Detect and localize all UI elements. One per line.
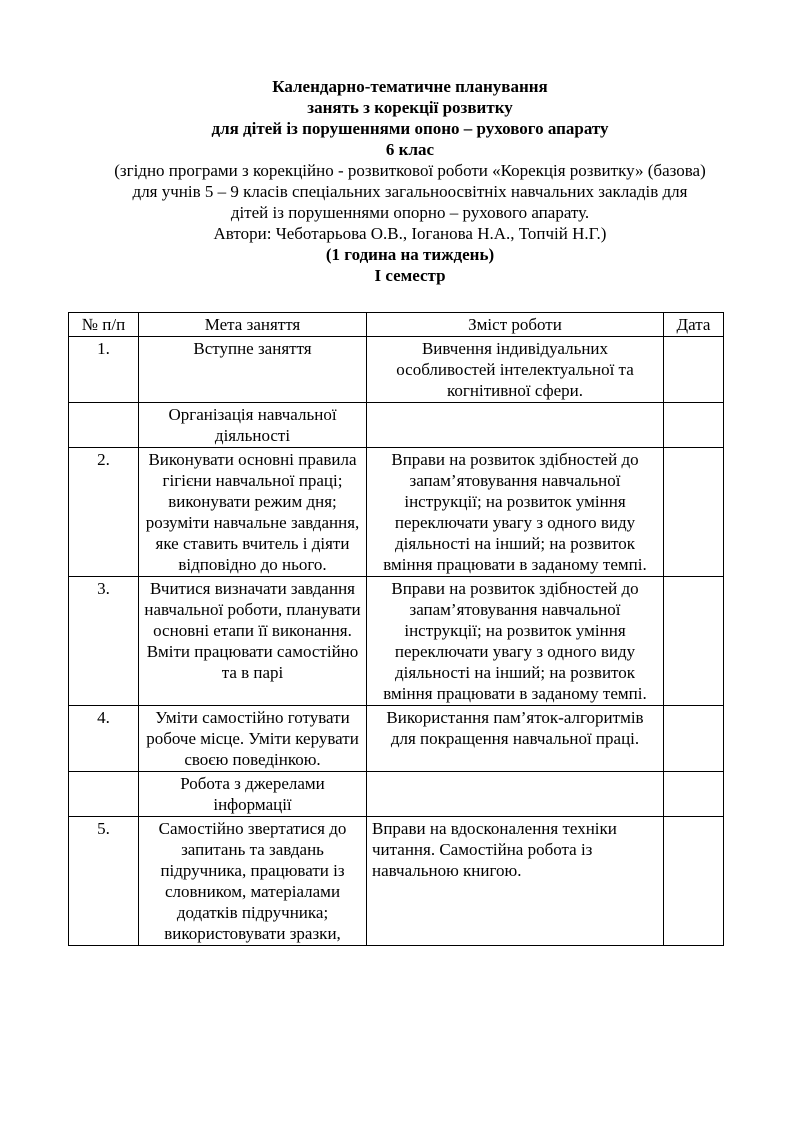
cell-date [664, 772, 724, 817]
section-title: Організація навчальної діяльності [139, 403, 367, 448]
cell-num: 1. [69, 337, 139, 403]
cell-num: 5. [69, 817, 139, 946]
table-row [69, 577, 724, 706]
col-header-goal: Мета заняття [139, 313, 367, 337]
cell-num: 4. [69, 706, 139, 772]
cell-date [664, 337, 724, 403]
doc-program-note-3: дітей із порушеннями опорно – рухового апарату. [230, 203, 590, 222]
doc-target-group: для дітей із порушеннями опоно – рухового апарату [211, 119, 609, 138]
doc-title: Календарно-тематичне планування [272, 77, 548, 96]
doc-semester: І семестр [374, 266, 446, 285]
cell-date [664, 706, 724, 772]
table-row [69, 337, 724, 403]
document-header [60, 76, 760, 286]
col-header-num: № п/п [69, 313, 139, 337]
doc-authors: Автори: Чеботарьова О.В., Іоганова Н.А., Топчій Н.Г.) [213, 224, 607, 243]
plan-table [68, 312, 724, 946]
doc-grade: 6 клас [385, 140, 435, 159]
cell-num [69, 403, 139, 448]
cell-date [664, 817, 724, 946]
table-row [69, 448, 724, 577]
doc-hours: (1 година на тиждень) [325, 245, 495, 264]
cell-num: 2. [69, 448, 139, 577]
cell-content: Вправи на вдосконалення техніки читання. Самостійна робота із навчальною книгою. [367, 817, 664, 946]
section-title: Робота з джерелами інформації [139, 772, 367, 817]
section-row [69, 772, 724, 817]
col-header-content: Зміст роботи [367, 313, 664, 337]
cell-date [664, 448, 724, 577]
cell-goal: Виконувати основні правила гігієни навчальної праці; виконувати режим дня; розуміти навчальне завдання, яке ставить вчитель і діяти відповідно до нього. [139, 448, 367, 577]
doc-program-note: (згідно програми з корекційно - розвиткової роботи «Корекція розвитку» (базова) [114, 161, 706, 180]
cell-num [69, 772, 139, 817]
col-header-date: Дата [664, 313, 724, 337]
cell-goal: Самостійно звертатися до запитань та завдань підручника, працювати із словником, матеріалами додатків підручника; використовувати зразки, [139, 817, 367, 946]
doc-subtitle: занять з корекції розвитку [307, 98, 513, 117]
cell-date [664, 577, 724, 706]
table-row [69, 817, 724, 946]
table-header-row [69, 313, 724, 337]
cell-num: 3. [69, 577, 139, 706]
cell-content [367, 772, 664, 817]
cell-date [664, 403, 724, 448]
cell-goal: Вчитися визначати завдання навчальної роботи, планувати основні етапи її виконання. Вміти працювати самостійно та в парі [139, 577, 367, 706]
cell-goal: Вступне заняття [139, 337, 367, 403]
cell-content: Вправи на розвиток здібностей до запам’ятовування навчальної інструкції; на розвиток уміння переключати увагу з одного виду діяльності на інший; на розвиток вміння працювати в заданому темпі. [367, 448, 664, 577]
cell-content: Вправи на розвиток здібностей до запам’ятовування навчальної інструкції; на розвиток уміння переключати увагу з одного виду діяльності на інший; на розвиток вміння працювати в заданому темпі. [367, 577, 664, 706]
cell-content: Вивчення індивідуальних особливостей інтелектуальної та когнітивної сфери. [367, 337, 664, 403]
cell-content: Використання пам’яток-алгоритмів для покращення навчальної праці. [367, 706, 664, 772]
cell-goal: Уміти самостійно готувати робоче місце. Уміти керувати своєю поведінкою. [139, 706, 367, 772]
section-row [69, 403, 724, 448]
cell-content [367, 403, 664, 448]
doc-program-note-2: для учнів 5 – 9 класів спеціальних загальноосвітніх навчальних закладів для [132, 182, 688, 201]
table-row [69, 706, 724, 772]
